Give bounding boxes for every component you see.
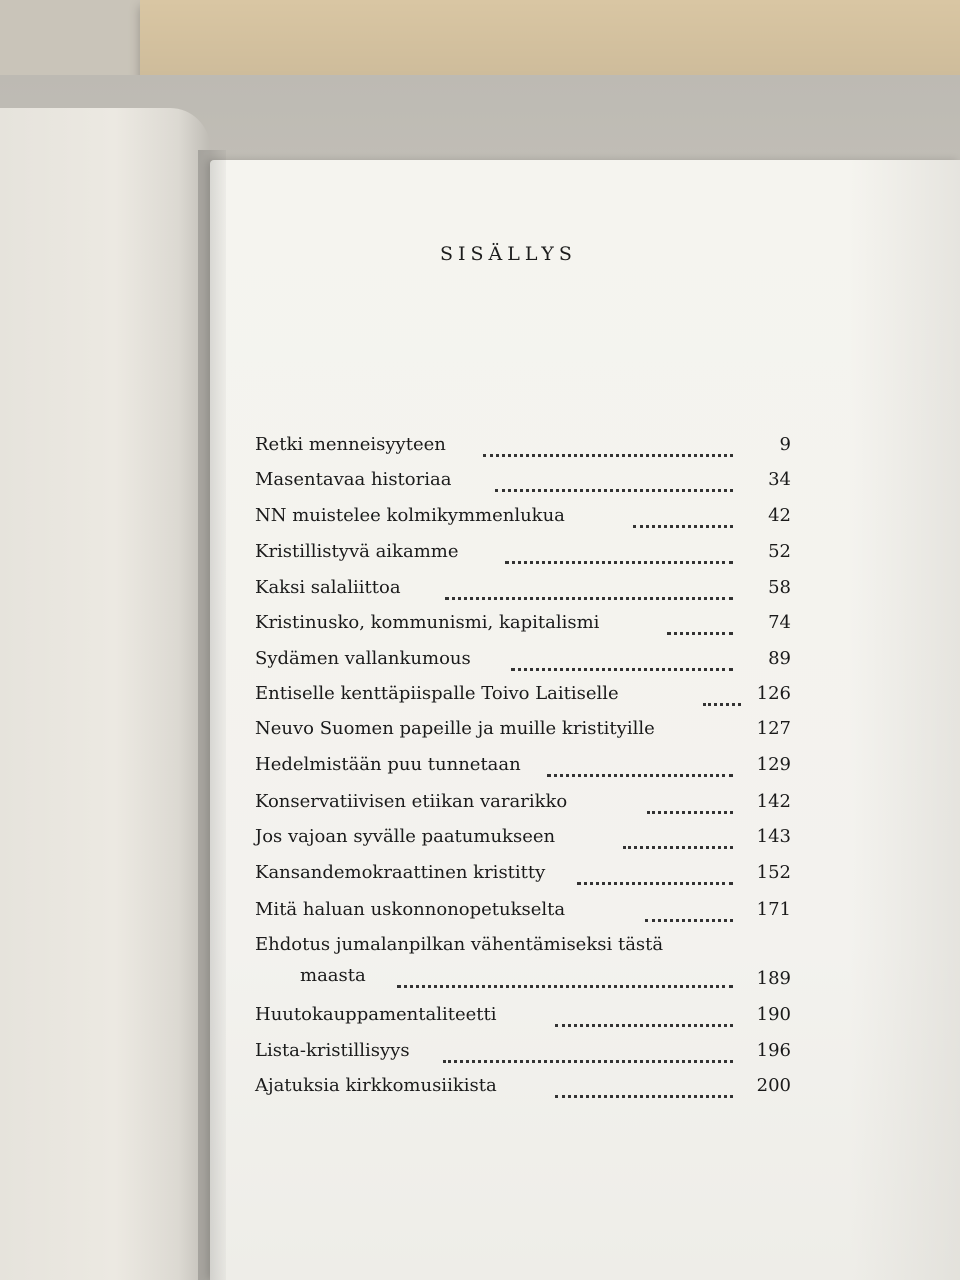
leader-dots: [511, 650, 733, 671]
toc-entry-page: 52: [768, 541, 791, 562]
leader-dots: [645, 901, 733, 922]
toc-entry-page: 126: [756, 683, 791, 704]
toc-entry-title: Kaksi salaliittoa: [255, 577, 401, 598]
leader-dots: [443, 1042, 733, 1063]
toc-entry-title: Masentavaa historiaa: [255, 469, 452, 490]
toc-entry-title-continued: maasta: [300, 965, 366, 986]
toc-entry: [255, 539, 791, 565]
leader-dots: [397, 967, 733, 988]
toc-entry-title: Konservatiivisen etiikan vararikko: [255, 791, 568, 812]
toc-entry: [255, 752, 791, 778]
toc-entry: [255, 1002, 791, 1028]
left-page: [0, 108, 210, 1280]
toc-entry-title: Lista-kristillisyys: [255, 1040, 410, 1061]
toc-entry: [255, 897, 791, 923]
toc-entry-title: Entiselle kenttäpiispalle Toivo Laitiselle: [255, 683, 619, 704]
toc-entry-title: Jos vajoan syvälle paatumukseen: [255, 826, 556, 847]
leader-dots: [647, 793, 733, 814]
toc-entry-title: Ehdotus jumalanpilkan vähentämiseksi tästä: [255, 934, 664, 955]
toc-entry: [255, 1038, 791, 1064]
leader-dots: [555, 1077, 733, 1098]
leader-dots: [547, 756, 733, 777]
toc-entry-page: 196: [756, 1040, 791, 1061]
toc-entry-page: 9: [779, 434, 791, 455]
toc-entry-title: Ajatuksia kirkkomusiikista: [255, 1075, 497, 1096]
toc-entry-page: 189: [756, 968, 791, 989]
page-title: SISÄLLYS: [440, 243, 577, 265]
toc-entry-page: 171: [756, 899, 791, 920]
toc-entry-page: 34: [768, 469, 791, 490]
toc-entry: [255, 1073, 791, 1099]
toc-entry-page: 142: [756, 791, 791, 812]
leader-dots: [623, 828, 733, 849]
toc-entry-title: Kristinusko, kommunismi, kapitalismi: [255, 612, 600, 633]
leader-dots: [445, 579, 733, 600]
leader-dots: [703, 685, 741, 706]
toc-entry-title: Sydämen vallankumous: [255, 648, 471, 669]
leader-dots: [667, 614, 733, 635]
toc-entry-page: 58: [768, 577, 791, 598]
toc-entry-title: Neuvo Suomen papeille ja muille kristityille: [255, 718, 655, 739]
toc-entry: [255, 716, 791, 742]
leader-dots: [577, 864, 733, 885]
toc-entry-page: 42: [768, 505, 791, 526]
leader-dots: [495, 471, 733, 492]
toc-entry: [255, 610, 791, 636]
toc-entry: [255, 824, 791, 850]
leader-dots: [483, 436, 733, 457]
toc-entry-page: 190: [756, 1004, 791, 1025]
toc-entry-page: 129: [756, 754, 791, 775]
toc-entry: [255, 467, 791, 493]
toc-entry: [255, 503, 791, 529]
toc-entry: [255, 860, 791, 886]
toc-entry-title: Kristillistyvä aikamme: [255, 541, 459, 562]
leader-dots: [555, 1006, 733, 1027]
toc-entry: [255, 432, 791, 458]
toc-entry-page: 89: [768, 648, 791, 669]
toc-entry-title: Huutokauppamentaliteetti: [255, 1004, 497, 1025]
leader-dots: [505, 543, 733, 564]
toc-entry: [255, 575, 791, 601]
toc-entry-title: Hedelmistään puu tunnetaan: [255, 754, 521, 775]
toc-entry-page: 74: [768, 612, 791, 633]
book-gutter: [198, 150, 226, 1280]
toc-entry-title: Mitä haluan uskonnonopetukselta: [255, 899, 566, 920]
toc-entry-title: Retki menneisyyteen: [255, 434, 446, 455]
toc-entry-page: 200: [756, 1075, 791, 1096]
toc-entry: [255, 932, 791, 992]
toc-entry: [255, 789, 791, 815]
toc-entry-page: 152: [756, 862, 791, 883]
toc-entry: [255, 681, 791, 707]
leader-dots: [633, 507, 733, 528]
toc-entry-page: 127: [756, 718, 791, 739]
toc-entry: [255, 646, 791, 672]
toc-entry-title: Kansandemokraattinen kristitty: [255, 862, 546, 883]
toc-entry-page: 143: [756, 826, 791, 847]
toc-entry-title: NN muistelee kolmikymmenlukua: [255, 505, 565, 526]
